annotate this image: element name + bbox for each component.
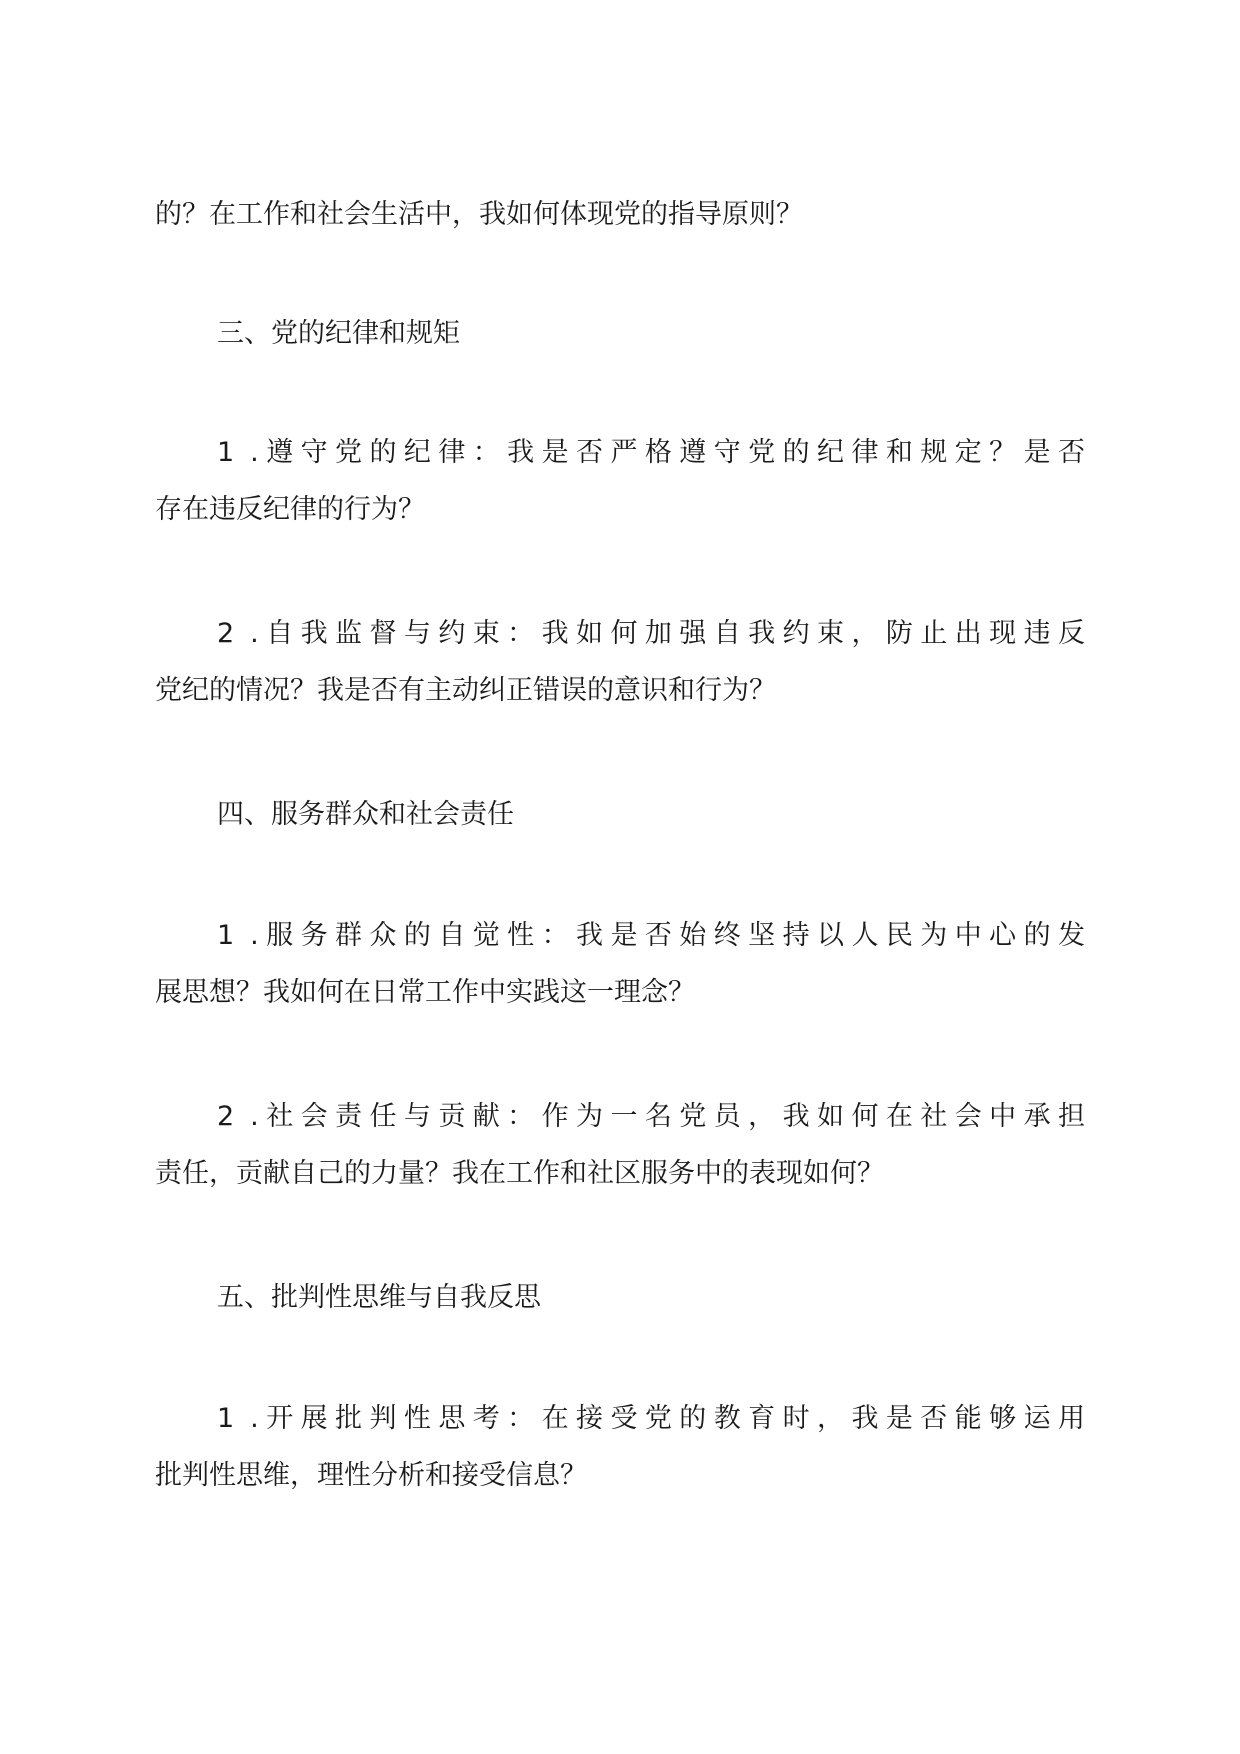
item-3-1-line-1: 1 .遵守党的纪律：我是否严格遵守党的纪律和规定？是否 (217, 437, 1085, 468)
item-3-2-line-1: 2 .自我监督与约束：我如何加强自我约束，防止出现违反 (217, 618, 1085, 649)
item-3-2-line-2: 党纪的情况？我是否有主动纠正错误的意识和行为？ (155, 675, 776, 706)
item-4-2-line-1: 2 .社会责任与贡献：作为一名党员，我如何在社会中承担 (217, 1101, 1085, 1132)
section-heading-5: 五、批判性思维与自我反思 (217, 1282, 541, 1313)
item-5-1-line-2: 批判性思维，理性分析和接受信息？ (155, 1460, 587, 1491)
paragraph-continuation-line: 的？在工作和社会生活中，我如何体现党的指导原则？ (155, 199, 803, 230)
section-heading-3: 三、党的纪律和规矩 (217, 318, 460, 349)
item-5-1-line-1: 1 .开展批判性思考：在接受党的教育时，我是否能够运用 (217, 1403, 1085, 1434)
item-4-2-line-2: 责任，贡献自己的力量？我在工作和社区服务中的表现如何？ (155, 1158, 884, 1189)
item-4-1-line-2: 展思想？我如何在日常工作中实践这一理念？ (155, 977, 695, 1008)
item-3-1-line-2: 存在违反纪律的行为？ (155, 494, 425, 525)
section-heading-4: 四、服务群众和社会责任 (217, 799, 514, 830)
item-4-1-line-1: 1 .服务群众的自觉性：我是否始终坚持以人民为中心的发 (217, 920, 1085, 951)
